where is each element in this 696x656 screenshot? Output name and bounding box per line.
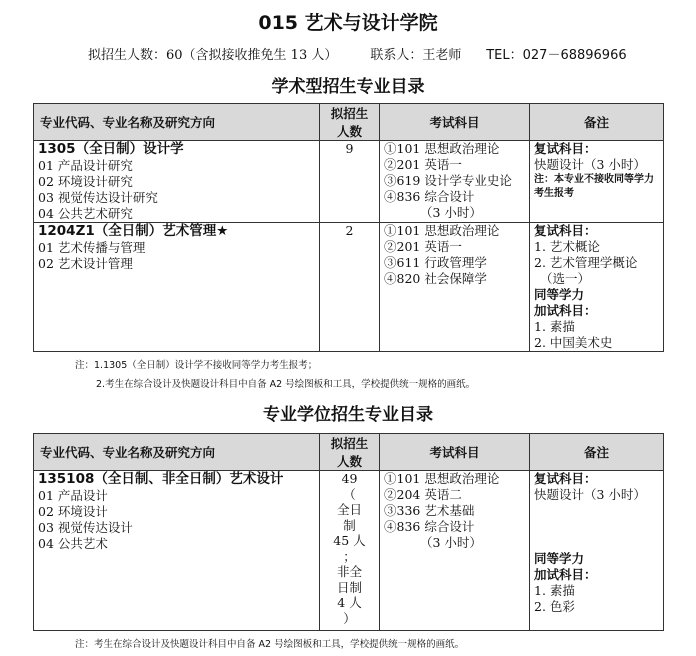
remarks-cell [530,223,664,352]
count: 4 人 [337,595,362,610]
subject: ③336 艺术基础 [384,503,475,518]
count: 日制 [336,579,362,595]
remark: 复试科目： [534,141,597,156]
note: 注：考生在综合设计及快题设计科目中自备 A2 号绘图板和工具，学校提供统一规格的画纸。 [75,639,465,650]
remark: 同等学力 [534,551,585,566]
major-cell [34,471,320,631]
subject: （3 小时） [420,535,482,550]
subject: ③611 行政管理学 [384,255,487,270]
subject: ③619 设计学专业史论 [384,173,512,188]
enroll-info: 拟招生人数：60（含拟接收推免生 13 人） [88,48,338,63]
subject: ②201 英语一 [384,239,462,254]
remark: 1. 素描 [534,319,575,334]
col-header-remarks: 备注 [530,104,664,141]
remark: 快题设计（3 小时） [534,487,646,502]
subject: （3 小时） [420,205,482,220]
count: ； [343,548,356,564]
remark: 加试科目： [534,303,597,318]
remark: 加试科目： [534,567,597,582]
major-name: 1305（全日制）设计学 [38,141,184,157]
subject: ①101 思想政治理论 [384,223,500,238]
subject: ②201 英语一 [384,157,462,172]
major-name: 1204Z1（全日制）艺术管理★ [38,223,229,239]
subject: ①101 思想政治理论 [384,471,500,486]
contact: 联系人：王老师 [370,48,462,63]
col-header-count: 拟招生 人数 [320,104,380,141]
remark: 1. 艺术概论 [534,239,600,254]
remark: 2. 艺术管理学概论 [534,255,638,270]
remark-note: 注：本专业不接收同等学力考生报考 [534,174,654,199]
professional-table [33,433,664,631]
subject: ④836 综合设计 [384,519,475,534]
remark: 同等学力 [534,287,585,302]
count: 9 [345,141,354,156]
direction: 01 产品设计 [38,488,108,503]
count: 45 人 [333,533,366,548]
count-cell [320,223,380,352]
page-title: 015 艺术与设计学院 [258,12,438,34]
count: ） [343,610,356,626]
table-row [34,223,664,352]
note: 2.考生在综合设计及快题设计科目中自备 A2 号绘图板和工具，学校提供统一规格的画纸。 [96,379,476,390]
table-row [34,471,664,631]
count: 49 [341,471,358,486]
count: （ [343,486,356,502]
direction: 02 环境设计研究 [38,174,133,189]
academic-table [33,103,664,352]
remarks-cell [530,141,664,223]
enroll-info-line [88,44,627,63]
direction: 03 视觉传达设计 [38,520,133,535]
col-header-major: 专业代码、专业名称及研究方向 [34,434,320,471]
subject: ①101 思想政治理论 [384,141,500,156]
col-header-subjects: 考试科目 [380,434,530,471]
col-header-count: 拟招生 人数 [320,434,380,471]
col-header-subjects: 考试科目 [380,104,530,141]
academic-section-title: 学术型招生专业目录 [271,77,425,97]
remark: 复试科目： [534,223,597,238]
major-name: 135108（全日制、非全日制）艺术设计 [38,471,284,487]
remark: （选一） [540,271,591,286]
professional-section-title: 专业学位招生专业目录 [263,405,433,425]
col-header-major: 专业代码、专业名称及研究方向 [34,104,320,141]
major-cell [34,141,320,223]
subjects-cell [380,141,530,223]
subjects-cell [380,471,530,631]
count: 非全 [336,564,362,579]
subjects-cell [380,223,530,352]
count: 2 [345,223,354,238]
subject: ④836 综合设计 [384,189,475,204]
subject: ④820 社会保障学 [384,271,487,286]
remark: 1. 素描 [534,583,575,598]
count: 制 [343,517,356,533]
direction: 04 公共艺术 [38,536,108,551]
count: 全日 [336,502,362,517]
direction: 03 视觉传达设计研究 [38,190,158,205]
count-cell [320,141,380,223]
remark: 2. 中国美术史 [534,335,613,350]
direction: 04 公共艺术研究 [38,206,133,221]
direction: 02 环境设计 [38,504,108,519]
direction: 01 产品设计研究 [38,158,133,173]
major-cell [34,223,320,352]
tel: TEL：027－68896966 [486,48,627,63]
remark: 2. 色彩 [534,599,575,614]
note: 注：1.1305（全日制）设计学不接收同等学力考生报考； [75,360,318,371]
direction: 02 艺术设计管理 [38,256,133,271]
remark: 复试科目： [534,471,597,486]
remarks-cell [530,471,664,631]
col-header-remarks: 备注 [530,434,664,471]
table-row [34,141,664,223]
subject: ②204 英语二 [384,487,462,502]
count-cell [320,471,380,631]
remark: 快题设计（3 小时） [534,157,646,172]
direction: 01 艺术传播与管理 [38,240,146,255]
